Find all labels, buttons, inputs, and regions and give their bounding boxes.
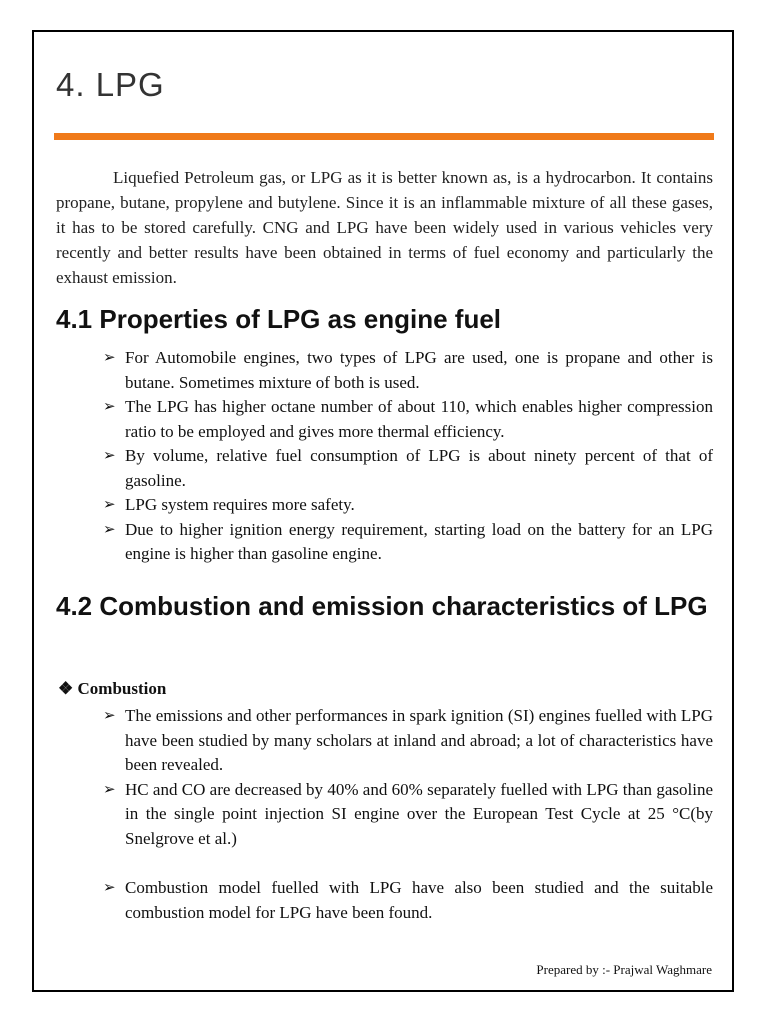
list-item: ➢ Combustion model fuelled with LPG have also been studied and the suitable combustion model for LPG have been found.: [103, 878, 713, 922]
diamond-bullet-icon: ❖: [58, 679, 74, 698]
arrow-bullet-icon: ➢: [103, 448, 116, 464]
footer-credit: Prepared by :- Prajwal Waghmare: [536, 962, 712, 977]
list-item: ➢ Due to higher ignition energy requirement, starting load on the battery for an LPG engine is higher than gasoline engine.: [103, 519, 713, 563]
list-item: ➢ HC and CO are decreased by 40% and 60% separately fuelled with LPG than gasoline in the single point injection SI engine over the European Test Cycle at 25 °C(by Snelgrove et al.): [103, 779, 713, 848]
list-item: ➢ LPG system requires more safety.: [103, 493, 713, 518]
page-title: 4. LPG: [56, 66, 165, 103]
properties-list: [103, 346, 713, 567]
title-underline: [54, 133, 714, 140]
arrow-bullet-icon: ➢: [103, 781, 116, 798]
combustion-list: [103, 704, 713, 851]
list-item: ➢ The LPG has higher octane number of about 110, which enables higher compression ratio to be employed and gives more thermal efficiency.: [103, 397, 713, 441]
combustion-list-continued: [103, 876, 713, 925]
intro-paragraph: Liquefied Petroleum gas, or LPG as it is better known as, is a hydrocarbon. It contains propane, butane, propylene and butylene. Since it is an inflammable mixture of all these gases, it has to be stored carefully. CNG and LPG have been widely used in various vehicles very recently and better results have been obtained in terms of fuel economy and particularly the exhaust emission.: [56, 168, 713, 287]
arrow-bullet-icon: ➢: [103, 880, 116, 896]
arrow-bullet-icon: ➢: [103, 521, 116, 538]
list-item: ➢ For Automobile engines, two types of LPG are used, one is propane and other is butane. Sometimes mixture of both is used.: [103, 348, 713, 392]
arrow-bullet-icon: ➢: [103, 399, 116, 415]
combustion-subheading: ❖ Combustion: [58, 679, 167, 698]
arrow-bullet-icon: ➢: [103, 350, 116, 366]
arrow-bullet-icon: ➢: [103, 708, 116, 724]
list-item: ➢ By volume, relative fuel consumption of LPG is about ninety percent of that of gasoline.: [103, 446, 713, 490]
list-item: ➢ The emissions and other performances in spark ignition (SI) engines fuelled with LPG have been studied by many scholars at inland and abroad; a lot of characteristics have been revealed.: [103, 706, 713, 774]
section-4-2-heading: 4.2 Combustion and emission characteristics of LPG: [56, 591, 708, 621]
arrow-bullet-icon: ➢: [103, 497, 116, 513]
section-4-1-heading: 4.1 Properties of LPG as engine fuel: [56, 304, 502, 334]
